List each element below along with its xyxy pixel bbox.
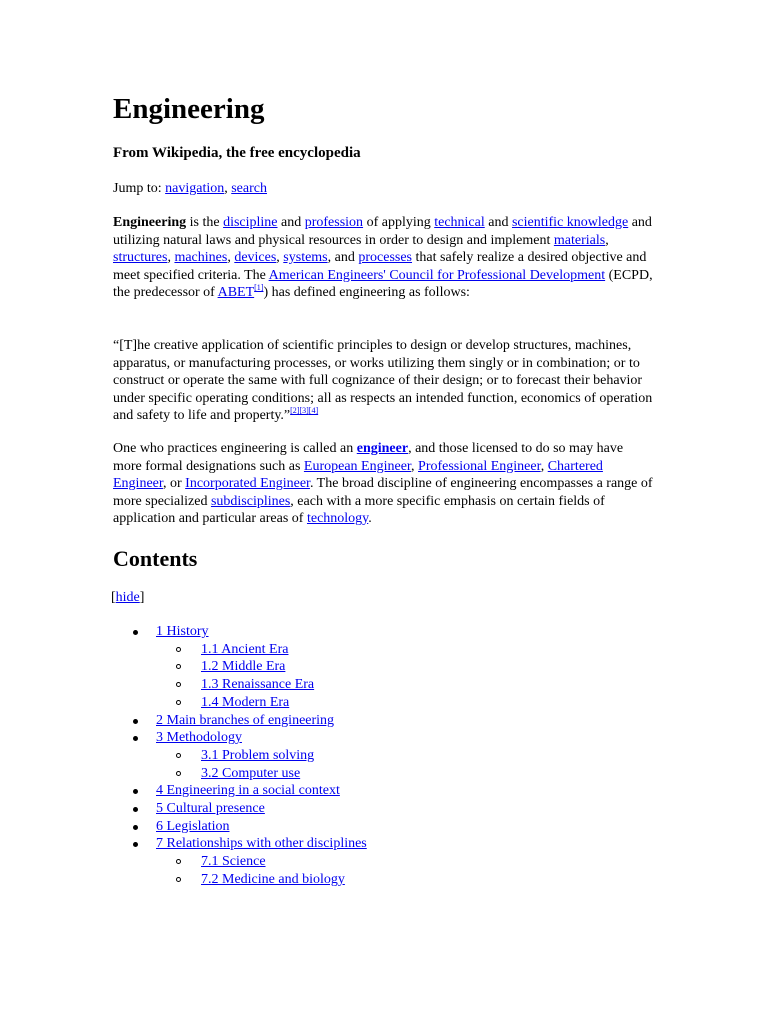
link-technical[interactable]: technical [434, 215, 485, 230]
toc-link-legislation[interactable]: 6 Legislation [156, 818, 230, 834]
link-american-engineers-council[interactable]: American Engineers' Council for Professional Development [268, 267, 606, 283]
toc-subitem [156, 747, 367, 765]
toc-item [113, 729, 367, 782]
intro-paragraph [113, 214, 653, 302]
toc-link-history[interactable]: 1 History [156, 624, 209, 639]
text-run: , and those licensed to do so may have more formal designations such as [113, 441, 624, 474]
quote-text: “[T]he creative application of scientific principles to design or develop structures, machines, apparatus, or manufacturing processes, or works utilizing them singly or in combination; or to construct or operate the same with full cognizance of their design; or to forecast their behavior under specific operating conditions; all as respects an intended function, economics of operation and safety to life and property.” [113, 338, 653, 423]
toc-link-science[interactable]: 7.1 Science [201, 854, 266, 870]
link-scientific-knowledge[interactable]: scientific knowledge [511, 215, 629, 230]
bullet-icon [133, 842, 138, 847]
toc-link-renaissance-era[interactable]: 1.3 Renaissance Era [201, 677, 315, 693]
toc-sublist [156, 641, 367, 712]
text-run: , or [162, 476, 186, 491]
link-processes[interactable]: processes [358, 250, 413, 265]
toc-item [113, 712, 367, 730]
hide-contents-link[interactable]: hide [115, 590, 140, 605]
text-run: . The broad discipline of engineering encompasses a range of more specialized [113, 476, 653, 509]
text-run: , [411, 458, 419, 474]
bullet-icon [133, 807, 138, 812]
toc-sublist [156, 747, 367, 782]
toc-link-main-branches[interactable]: 2 Main branches of engineering [156, 712, 335, 728]
reference-4[interactable]: [4] [308, 406, 319, 415]
bullet-icon [133, 789, 138, 794]
toc-link-ancient-era[interactable]: 1.1 Ancient Era [201, 641, 289, 657]
toc-item [113, 800, 367, 818]
quote-references [290, 406, 318, 415]
text-run: is the [186, 215, 224, 230]
definition-quote [113, 337, 653, 425]
toc-item [113, 818, 367, 836]
circle-bullet-icon [176, 877, 181, 882]
toc-subitem [156, 676, 367, 694]
text-run: and [277, 215, 305, 230]
text-run: and utilizing natural laws and physical resources in order to design and implement [113, 215, 652, 248]
link-professional-engineer[interactable]: Professional Engineer [418, 458, 541, 474]
text-run: of applying [363, 215, 435, 230]
bullet-icon [133, 630, 138, 635]
page-subtitle: From Wikipedia, the free encyclopedia [113, 145, 361, 161]
toc-link-methodology[interactable]: 3 Methodology [156, 730, 242, 746]
toc-subitem [156, 658, 367, 676]
circle-bullet-icon [176, 771, 181, 776]
toc-subitem [156, 694, 367, 712]
link-chartered-engineer[interactable]: Chartered Engineer [113, 458, 603, 491]
circle-bullet-icon [176, 753, 181, 758]
link-machines[interactable]: machines [174, 250, 228, 265]
text-run: One who practices engineering is called an [113, 441, 357, 456]
toc-item [113, 782, 367, 800]
toc-link-modern-era[interactable]: 1.4 Modern Era [201, 694, 290, 710]
text-run: that safely realize a desired objective and meet specified criteria. The [113, 250, 647, 283]
link-discipline[interactable]: discipline [223, 215, 278, 230]
toc-link-problem-solving[interactable]: 3.1 Problem solving [201, 747, 315, 763]
toc-link-medicine-biology[interactable]: 7.2 Medicine and biology [201, 871, 345, 887]
search-link[interactable]: search [231, 181, 267, 196]
bullet-icon [133, 825, 138, 830]
bullet-icon [133, 719, 138, 724]
reference-3[interactable]: [3] [299, 406, 309, 415]
toc-link-relationships[interactable]: 7 Relationships with other disciplines [156, 836, 367, 852]
toc-subitem [156, 871, 367, 889]
toc-link-social-context[interactable]: 4 Engineering in a social context [156, 783, 340, 799]
contents-heading: Contents [113, 546, 198, 571]
link-devices[interactable]: devices [234, 250, 277, 265]
contents-toggle [111, 588, 144, 608]
toc-sublist [156, 853, 367, 888]
text-run: , [227, 250, 235, 265]
toc-subitem [156, 853, 367, 871]
toc-link-cultural-presence[interactable]: 5 Cultural presence [156, 801, 265, 817]
text-run: , each with a more specific emphasis on certain fields of application and particular areas of [113, 493, 605, 526]
link-incorporated-engineer[interactable]: Incorporated Engineer [185, 476, 310, 491]
toc-item [113, 835, 367, 888]
toc-subitem [156, 641, 367, 659]
engineer-paragraph [113, 440, 653, 528]
circle-bullet-icon [176, 859, 181, 864]
table-of-contents [113, 623, 367, 889]
page-title: Engineering [113, 93, 265, 125]
link-subdisciplines[interactable]: subdisciplines [210, 493, 291, 509]
text-run: (ECPD, the predecessor of [113, 267, 653, 300]
bullet-icon [133, 736, 138, 741]
toc-link-computer-use[interactable]: 3.2 Computer use [201, 765, 301, 781]
text-run: , [276, 250, 284, 265]
bold-term-engineering: Engineering [113, 215, 187, 230]
reference-2[interactable]: [2] [290, 406, 300, 415]
text-run: , [605, 232, 609, 248]
circle-bullet-icon [176, 647, 181, 652]
jump-to-links [113, 179, 267, 199]
toc-item [113, 623, 367, 712]
text-run: , [167, 250, 175, 265]
circle-bullet-icon [176, 700, 181, 705]
link-profession[interactable]: profession [304, 215, 364, 230]
circle-bullet-icon [176, 682, 181, 687]
text-run: , [540, 458, 548, 474]
reference-1[interactable]: [1] [254, 283, 264, 292]
circle-bullet-icon [176, 664, 181, 669]
text-run: ) has defined engineering as follows: [263, 285, 470, 300]
link-abet[interactable]: ABET [217, 285, 255, 300]
toc-link-middle-era[interactable]: 1.2 Middle Era [201, 659, 286, 675]
link-technology[interactable]: technology [306, 511, 369, 526]
toc-subitem [156, 765, 367, 783]
navigation-link[interactable]: navigation [165, 181, 225, 196]
text-run: . [368, 511, 372, 526]
link-systems[interactable]: systems [283, 250, 328, 265]
link-materials[interactable]: materials [553, 232, 606, 248]
link-engineer[interactable]: engineer [356, 441, 409, 456]
bracket-open: [ [111, 590, 116, 605]
text-run: and [484, 215, 512, 230]
link-structures[interactable]: structures [113, 250, 168, 265]
text-run: , and [327, 250, 359, 265]
bracket-close: ] [139, 590, 145, 605]
link-european-engineer[interactable]: European Engineer [303, 458, 412, 474]
jump-separator: , [224, 181, 232, 196]
jump-to-label: Jump to: [113, 181, 166, 196]
